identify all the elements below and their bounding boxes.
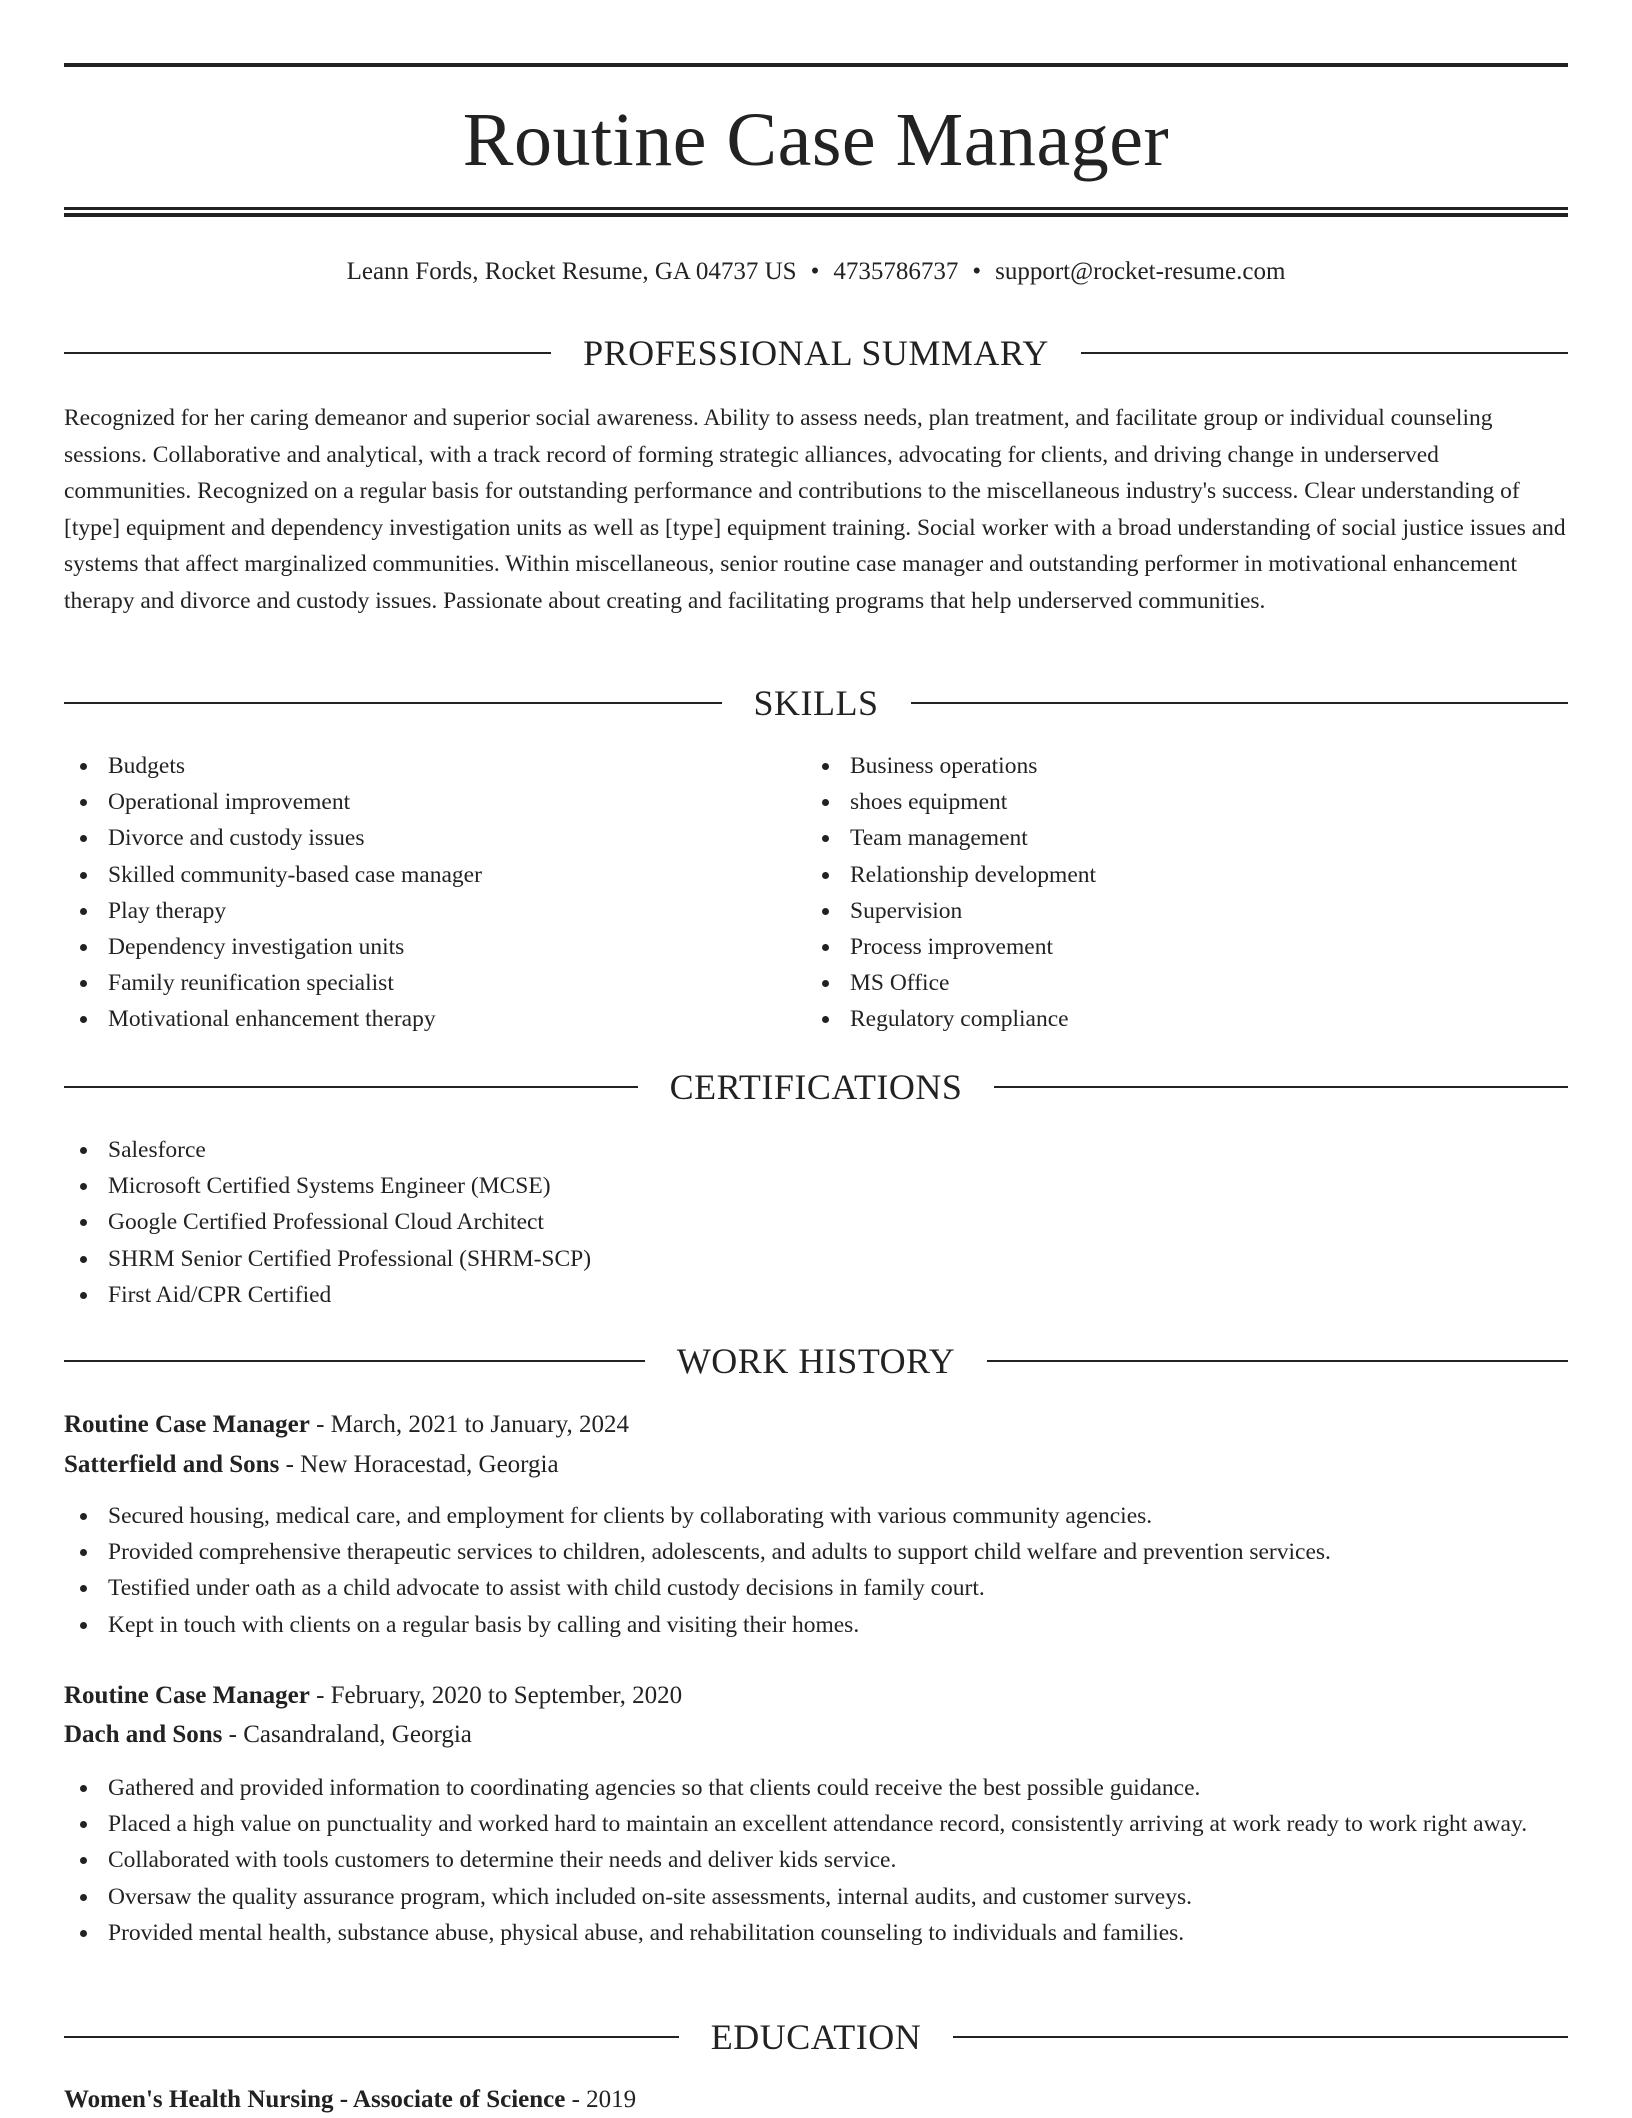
job-title-line bbox=[64, 1678, 1568, 1714]
certifications-block bbox=[64, 1132, 1568, 1313]
job-duties-list bbox=[64, 1498, 1568, 1643]
divider-line bbox=[64, 1086, 638, 1088]
contact-phone: 4735786737 bbox=[833, 258, 959, 285]
job-dates: - March, 2021 to January, 2024 bbox=[309, 1411, 629, 1438]
job-duties-list bbox=[64, 1770, 1568, 1951]
resume-title: Routine Case Manager bbox=[462, 98, 1170, 182]
list-item: Oversaw the quality assurance program, which included on-site assessments, internal audits, and customer surveys. bbox=[64, 1879, 1568, 1915]
certifications-section-header bbox=[64, 1065, 1568, 1109]
title-double-rule bbox=[64, 207, 1568, 217]
list-item: shoes equipment bbox=[806, 784, 1546, 820]
skills-left-column bbox=[64, 748, 804, 1038]
list-item: Budgets bbox=[64, 748, 804, 784]
list-item: SHRM Senior Certified Professional (SHRM-SCP) bbox=[64, 1241, 1568, 1277]
job-duties bbox=[64, 1498, 1568, 1643]
list-item: Gathered and provided information to coordinating agencies so that clients could receive the best possible guidance. bbox=[64, 1770, 1568, 1806]
job-duties bbox=[64, 1770, 1568, 1951]
contact-separator: • bbox=[810, 258, 820, 285]
contact-separator: • bbox=[972, 258, 982, 285]
contact-line bbox=[64, 254, 1568, 290]
contact-address: Leann Fords, Rocket Resume, GA 04737 US bbox=[346, 258, 797, 285]
list-item: Skilled community-based case manager bbox=[64, 857, 804, 893]
list-item: Provided comprehensive therapeutic services to children, adolescents, and adults to support child welfare and prevention services. bbox=[64, 1534, 1568, 1570]
list-item: Dependency investigation units bbox=[64, 929, 804, 965]
list-item: Supervision bbox=[806, 893, 1546, 929]
list-item: Operational improvement bbox=[64, 784, 804, 820]
list-item: Salesforce bbox=[64, 1132, 1568, 1168]
job-company: Dach and Sons bbox=[64, 1721, 223, 1748]
education-heading: EDUCATION bbox=[710, 2017, 922, 2057]
job-company-line bbox=[64, 1447, 1568, 1483]
list-item: Placed a high value on punctuality and worked hard to maintain an excellent attendance record, consistently arriving at work ready to work right away. bbox=[64, 1806, 1568, 1842]
list-item: Business operations bbox=[806, 748, 1546, 784]
job-company: Satterfield and Sons bbox=[64, 1451, 280, 1478]
list-item: Team management bbox=[806, 820, 1546, 856]
divider-line bbox=[994, 1086, 1568, 1088]
divider-line bbox=[1081, 352, 1568, 354]
job-title: Routine Case Manager bbox=[64, 1682, 310, 1709]
summary-section-header bbox=[64, 331, 1568, 375]
list-item: Relationship development bbox=[806, 857, 1546, 893]
education-degree: Women's Health Nursing - Associate of Science bbox=[64, 2086, 566, 2113]
list-item: Play therapy bbox=[64, 893, 804, 929]
skills-section-header bbox=[64, 681, 1568, 725]
top-rule bbox=[64, 63, 1568, 67]
job-title-line bbox=[64, 1407, 1568, 1443]
summary-heading: PROFESSIONAL SUMMARY bbox=[583, 333, 1049, 373]
divider-line bbox=[64, 1360, 645, 1362]
job-title: Routine Case Manager bbox=[64, 1411, 310, 1438]
list-item: Divorce and custody issues bbox=[64, 820, 804, 856]
divider-line bbox=[987, 1360, 1568, 1362]
list-item: Family reunification specialist bbox=[64, 965, 804, 1001]
list-item: Process improvement bbox=[806, 929, 1546, 965]
work-history-section-header bbox=[64, 1339, 1568, 1383]
job-location: - New Horacestad, Georgia bbox=[279, 1451, 559, 1478]
work-history-heading: WORK HISTORY bbox=[676, 1341, 956, 1381]
skills-list-right bbox=[806, 748, 1546, 1038]
certifications-list bbox=[64, 1132, 1568, 1313]
list-item: MS Office bbox=[806, 965, 1546, 1001]
summary-text: Recognized for her caring demeanor and superior social awareness. Ability to assess needs, plan treatment, and facilitate group or individual counseling sessions. Collaborative and analytical, with a track record of forming strategic alliances, advocating for clients, and driving change in underserved communities. Recognized on a regular basis for outstanding performance and contributions to the miscellaneous industry's success. Clear understanding of [type] equipment and dependency investigation units as well as [type] equipment training. Social worker with a broad understanding of social justice issues and systems that affect marginalized communities. Within miscellaneous, senior routine case manager and outstanding performer in motivational enhancement therapy and divorce and custody issues. Passionate about creating and facilitating programs that help underserved communities. bbox=[64, 405, 1566, 614]
skills-right-column bbox=[806, 748, 1546, 1038]
list-item: Provided mental health, substance abuse, physical abuse, and rehabilitation counseling to individuals and families. bbox=[64, 1915, 1568, 1951]
contact-email: support@rocket-resume.com bbox=[995, 258, 1286, 285]
education-year: - 2019 bbox=[565, 2086, 637, 2113]
job-dates: - February, 2020 to September, 2020 bbox=[309, 1682, 683, 1709]
list-item: Testified under oath as a child advocate to assist with child custody decisions in family court. bbox=[64, 1570, 1568, 1606]
list-item: Google Certified Professional Cloud Architect bbox=[64, 1204, 1568, 1240]
list-item: Secured housing, medical care, and employment for clients by collaborating with various community agencies. bbox=[64, 1498, 1568, 1534]
list-item: Kept in touch with clients on a regular basis by calling and visiting their homes. bbox=[64, 1607, 1568, 1643]
list-item: First Aid/CPR Certified bbox=[64, 1277, 1568, 1313]
list-item: Microsoft Certified Systems Engineer (MCSE) bbox=[64, 1168, 1568, 1204]
job-company-line bbox=[64, 1717, 1568, 1753]
certifications-heading: CERTIFICATIONS bbox=[669, 1067, 963, 1107]
divider-line bbox=[64, 2036, 679, 2038]
divider-line bbox=[64, 702, 722, 704]
list-item: Collaborated with tools customers to determine their needs and deliver kids service. bbox=[64, 1842, 1568, 1878]
list-item: Motivational enhancement therapy bbox=[64, 1001, 804, 1037]
job-location: - Casandraland, Georgia bbox=[222, 1721, 472, 1748]
education-section-header bbox=[64, 2015, 1568, 2059]
list-item: Regulatory compliance bbox=[806, 1001, 1546, 1037]
education-entry bbox=[64, 2082, 1568, 2118]
skills-heading: SKILLS bbox=[753, 683, 879, 723]
divider-line bbox=[953, 2036, 1568, 2038]
divider-line bbox=[64, 352, 551, 354]
skills-list-left bbox=[64, 748, 804, 1038]
divider-line bbox=[911, 702, 1569, 704]
